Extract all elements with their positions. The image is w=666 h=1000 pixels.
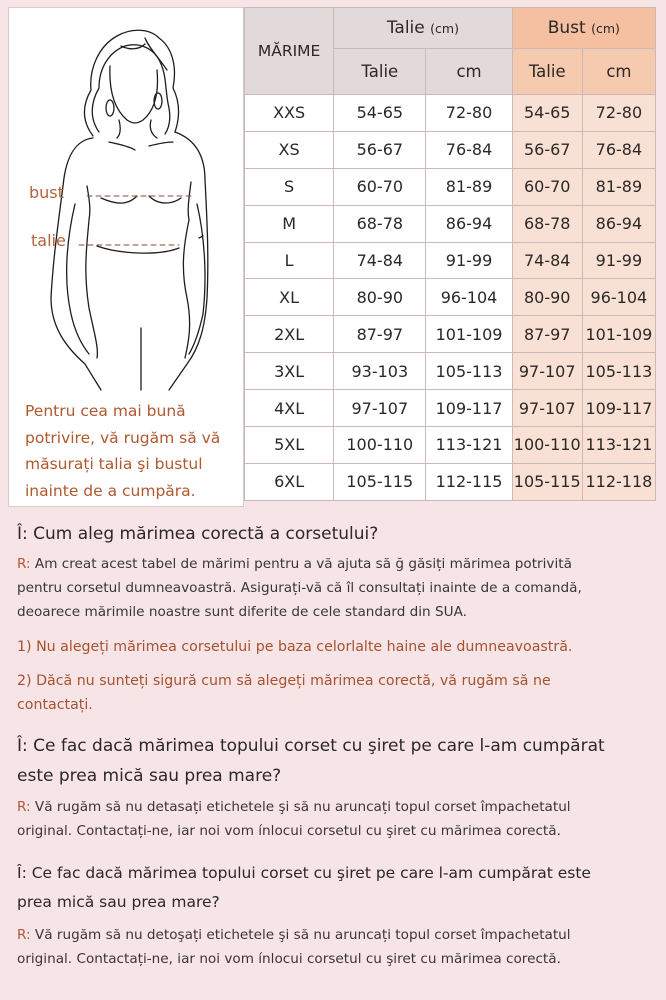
cell-waist-b: 105-113: [426, 353, 512, 390]
woman-silhouette-illustration: [9, 8, 245, 398]
size-chart-table: [244, 7, 656, 501]
cell-waist-b: 101-109: [426, 316, 512, 353]
header-bust-sub-2: cm: [582, 49, 655, 95]
cell-bust-b: 96-104: [582, 279, 655, 316]
cell-bust-a: 97-107: [512, 390, 582, 427]
answer-line: pentru corsetul dumneavoastră. Asigurați-vă că îl consultați inainte de a comandă,: [17, 580, 582, 596]
cell-bust-a: 80-90: [512, 279, 582, 316]
cell-waist-a: 105-115: [334, 463, 426, 500]
cell-waist-b: 113-121: [426, 427, 512, 464]
faq-answer-2: [17, 795, 657, 843]
cell-size: XXS: [245, 95, 334, 132]
table-row: [245, 205, 656, 242]
cell-bust-b: 81-89: [582, 168, 655, 205]
answer-line: original. Contactați-ne, iar noi vom ínlocui corsetul cu şiret cu mărimea corectă.: [17, 951, 561, 967]
faq-answer-1: [17, 552, 657, 624]
cell-bust-b: 76-84: [582, 131, 655, 168]
question-line: Î: Ce fac dacă mărimea topului corset cu şiret pe care l-am cumpărat: [17, 736, 605, 756]
cell-size: S: [245, 168, 334, 205]
header-bust-label: Bust: [547, 18, 586, 38]
table-row: [245, 353, 656, 390]
cell-bust-a: 105-115: [512, 463, 582, 500]
header-waist-sub-2: cm: [426, 49, 512, 95]
cell-bust-a: 60-70: [512, 168, 582, 205]
waist-label: talie: [31, 231, 66, 250]
cell-waist-a: 93-103: [334, 353, 426, 390]
cell-bust-a: 56-67: [512, 131, 582, 168]
cell-size: 4XL: [245, 390, 334, 427]
header-waist-label: Talie: [386, 18, 425, 38]
table-row: [245, 390, 656, 427]
cell-waist-b: 81-89: [426, 168, 512, 205]
note-line: potrivire, vă rugăm să vă: [25, 428, 221, 447]
note-line: măsurați talia şi bustul: [25, 455, 203, 473]
measurement-instruction: [25, 398, 245, 504]
cell-waist-a: 60-70: [334, 168, 426, 205]
cell-bust-b: 112-118: [582, 463, 655, 500]
question-line: prea mică sau prea mare?: [17, 893, 220, 911]
note-line: 2) Dăcă nu sunteți sigură cum să alegeți mărimea corectă, vă rugăm să ne: [17, 673, 551, 689]
header-waist-sub-1: Talie: [334, 49, 426, 95]
header-bust-group: [512, 8, 655, 49]
note-line: contactați.: [17, 697, 93, 713]
answer-prefix: R:: [17, 927, 31, 943]
header-bust-unit: (cm): [591, 21, 620, 36]
table-row: [245, 242, 656, 279]
table-row: [245, 427, 656, 464]
answer-line: original. Contactați-ne, iar noi vom ínlocui corsetul cu şiret cu mărimea corectă.: [17, 823, 561, 839]
cell-bust-a: 74-84: [512, 242, 582, 279]
note-line: Pentru cea mai bună: [25, 402, 186, 420]
cell-bust-a: 100-110: [512, 427, 582, 464]
table-row: [245, 279, 656, 316]
cell-size: M: [245, 205, 334, 242]
size-guide-top: [8, 7, 656, 507]
cell-waist-b: 72-80: [426, 95, 512, 132]
table-row: [245, 168, 656, 205]
header-bust-sub-1: Talie: [512, 49, 582, 95]
cell-waist-b: 112-115: [426, 463, 512, 500]
cell-waist-a: 68-78: [334, 205, 426, 242]
cell-bust-b: 72-80: [582, 95, 655, 132]
cell-waist-b: 96-104: [426, 279, 512, 316]
table-row: [245, 316, 656, 353]
cell-waist-b: 91-99: [426, 242, 512, 279]
cell-bust-b: 86-94: [582, 205, 655, 242]
table-row: [245, 95, 656, 132]
cell-size: XL: [245, 279, 334, 316]
cell-waist-a: 74-84: [334, 242, 426, 279]
question-line: Î: Ce fac dacă mărimea topului corset cu şiret pe care l-am cumpărat este: [17, 864, 591, 882]
cell-waist-a: 97-107: [334, 390, 426, 427]
cell-size: XS: [245, 131, 334, 168]
cell-bust-b: 101-109: [582, 316, 655, 353]
answer-prefix: R:: [17, 799, 31, 815]
cell-bust-b: 91-99: [582, 242, 655, 279]
cell-bust-b: 105-113: [582, 353, 655, 390]
answer-prefix: R:: [17, 556, 31, 572]
answer-line: deoarece mărimile noastre sunt diferite de cele standard din SUA.: [17, 604, 467, 620]
faq-note-2: [17, 669, 657, 717]
faq-answer-3: [17, 923, 657, 971]
question-line: este prea mică sau prea mare?: [17, 766, 282, 786]
cell-waist-b: 86-94: [426, 205, 512, 242]
cell-size: 2XL: [245, 316, 334, 353]
header-waist-unit: (cm): [430, 21, 459, 36]
faq-section: [17, 520, 657, 971]
cell-waist-b: 76-84: [426, 131, 512, 168]
cell-size: 3XL: [245, 353, 334, 390]
cell-bust-b: 113-121: [582, 427, 655, 464]
bust-label: bust: [29, 183, 64, 202]
table-row: [245, 131, 656, 168]
table-row: [245, 463, 656, 500]
header-waist-group: [334, 8, 512, 49]
size-rows: [245, 95, 656, 501]
cell-bust-a: 87-97: [512, 316, 582, 353]
cell-size: 5XL: [245, 427, 334, 464]
measurement-figure-panel: [8, 7, 244, 507]
cell-size: 6XL: [245, 463, 334, 500]
cell-waist-b: 109-117: [426, 390, 512, 427]
cell-bust-a: 54-65: [512, 95, 582, 132]
cell-bust-a: 68-78: [512, 205, 582, 242]
answer-line: Vă rugăm să nu detoşați etichetele şi să nu aruncați topul corset împachetatul: [30, 927, 571, 943]
faq-note-1: 1) Nu alegeți mărimea corsetului pe baza celorlalte haine ale dumneavoastră.: [17, 639, 573, 655]
note-line: inainte de a cumpăra.: [25, 481, 196, 500]
cell-waist-a: 87-97: [334, 316, 426, 353]
cell-bust-b: 109-117: [582, 390, 655, 427]
cell-waist-a: 100-110: [334, 427, 426, 464]
answer-line: Vă rugăm să nu detasați etichetele şi să nu aruncați topul corset împachetatul: [30, 799, 571, 815]
header-size: MĂRIME: [245, 8, 334, 95]
answer-line: Am creat acest tabel de mărimi pentru a vă ajuta să ğ găsiți mărimea potrivită: [30, 556, 572, 572]
cell-waist-a: 56-67: [334, 131, 426, 168]
cell-bust-a: 97-107: [512, 353, 582, 390]
faq-question-2: [17, 731, 657, 791]
cell-waist-a: 54-65: [334, 95, 426, 132]
cell-waist-a: 80-90: [334, 279, 426, 316]
faq-question-1: Î: Cum aleg mărimea corectă a corsetului?: [17, 524, 379, 544]
cell-size: L: [245, 242, 334, 279]
faq-question-3: [17, 859, 657, 917]
